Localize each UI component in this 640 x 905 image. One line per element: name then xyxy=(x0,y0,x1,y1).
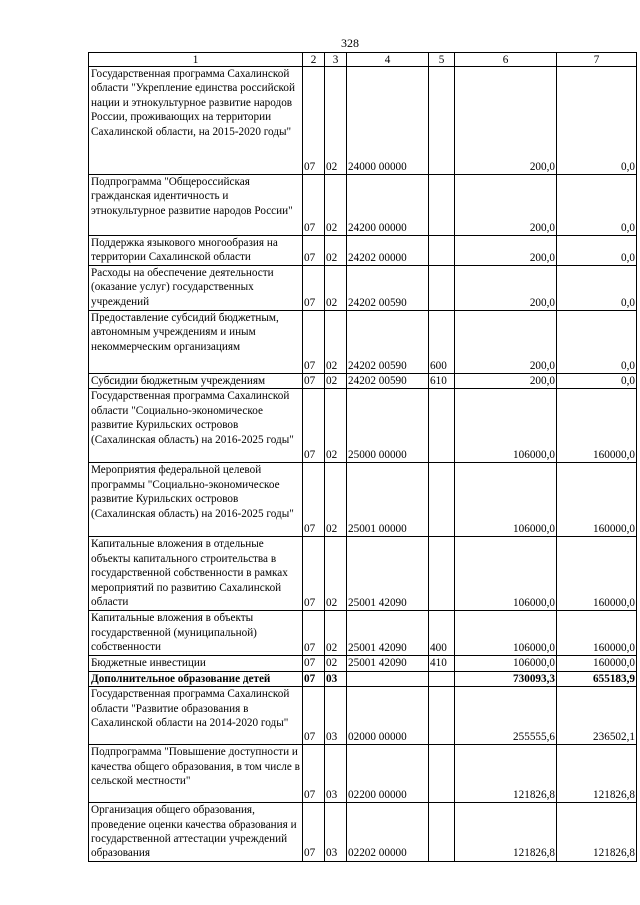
row-name-cell: Организация общего образования, проведение оценки качества образования и государственной аттестации учреждений образования xyxy=(89,803,303,862)
table-row xyxy=(89,374,637,389)
expense-type-cell xyxy=(429,266,455,311)
chapter-code-cell: 07 xyxy=(303,537,325,611)
table-row xyxy=(89,803,637,862)
amount-year2-cell: 121826,8 xyxy=(557,803,637,862)
row-name-cell: Расходы на обеспечение деятельности (оказание услуг) государственных учреждений xyxy=(89,266,303,311)
subsection-code-cell: 02 xyxy=(325,537,347,611)
subsection-code-cell: 02 xyxy=(325,611,347,656)
expense-type-cell xyxy=(429,745,455,803)
amount-year1-cell: 106000,0 xyxy=(455,656,557,671)
subsection-code-cell: 02 xyxy=(325,175,347,236)
chapter-code-cell: 07 xyxy=(303,656,325,671)
amount-year2-cell: 160000,0 xyxy=(557,389,637,463)
expense-type-cell xyxy=(429,67,455,175)
amount-year1-cell: 200,0 xyxy=(455,266,557,311)
amount-year2-cell: 0,0 xyxy=(557,266,637,311)
subsection-code-cell: 02 xyxy=(325,67,347,175)
chapter-code-cell: 07 xyxy=(303,311,325,374)
row-name-cell: Бюджетные инвестиции xyxy=(89,656,303,671)
chapter-code-cell: 07 xyxy=(303,803,325,862)
expense-type-cell xyxy=(429,537,455,611)
target-article-cell: 02200 00000 xyxy=(347,745,429,803)
row-name-cell: Государственная программа Сахалинской области "Укрепление единства российской нации и этнокультурное развитие народов России, проживающих на территории Сахалинской области, на 2015-2020 годы" xyxy=(89,67,303,175)
header-cell: 3 xyxy=(325,53,347,67)
amount-year1-cell: 121826,8 xyxy=(455,803,557,862)
chapter-code-cell: 07 xyxy=(303,463,325,537)
row-name-cell: Поддержка языкового многообразия на территории Сахалинской области xyxy=(89,236,303,266)
target-article-cell: 25001 42090 xyxy=(347,656,429,671)
table-row xyxy=(89,311,637,374)
subsection-code-cell: 02 xyxy=(325,266,347,311)
chapter-code-cell: 07 xyxy=(303,67,325,175)
target-article-cell: 25000 00000 xyxy=(347,389,429,463)
header-cell: 7 xyxy=(557,53,637,67)
chapter-code-cell: 07 xyxy=(303,266,325,311)
amount-year1-cell: 200,0 xyxy=(455,374,557,389)
amount-year2-cell: 0,0 xyxy=(557,374,637,389)
target-article-cell: 24200 00000 xyxy=(347,175,429,236)
expense-type-cell xyxy=(429,463,455,537)
row-name-cell: Капитальные вложения в объекты государственной (муниципальной) собственности xyxy=(89,611,303,656)
amount-year2-cell: 160000,0 xyxy=(557,537,637,611)
target-article-cell: 02000 00000 xyxy=(347,687,429,745)
budget-table xyxy=(88,52,637,862)
page-number: 328 xyxy=(341,36,359,50)
amount-year1-cell: 255555,6 xyxy=(455,687,557,745)
chapter-code-cell: 07 xyxy=(303,236,325,266)
target-article-cell: 24202 00590 xyxy=(347,266,429,311)
chapter-code-cell: 07 xyxy=(303,374,325,389)
target-article-cell: 25001 42090 xyxy=(347,537,429,611)
table-header-row xyxy=(89,53,637,67)
amount-year2-cell: 121826,8 xyxy=(557,745,637,803)
amount-year1-cell: 106000,0 xyxy=(455,389,557,463)
subsection-code-cell: 02 xyxy=(325,656,347,671)
amount-year1-cell: 106000,0 xyxy=(455,611,557,656)
chapter-code-cell: 07 xyxy=(303,745,325,803)
amount-year2-cell: 0,0 xyxy=(557,236,637,266)
subsection-code-cell: 02 xyxy=(325,236,347,266)
table-row xyxy=(89,67,637,175)
amount-year1-cell: 200,0 xyxy=(455,175,557,236)
table-row xyxy=(89,745,637,803)
amount-year1-cell: 200,0 xyxy=(455,67,557,175)
row-name-cell: Подпрограмма "Повышение доступности и качества общего образования, в том числе в сельской местности" xyxy=(89,745,303,803)
expense-type-cell xyxy=(429,687,455,745)
chapter-code-cell: 07 xyxy=(303,671,325,686)
target-article-cell xyxy=(347,671,429,686)
chapter-code-cell: 07 xyxy=(303,389,325,463)
amount-year1-cell: 106000,0 xyxy=(455,463,557,537)
row-name-cell: Дополнительное образование детей xyxy=(89,671,303,686)
row-name-cell: Мероприятия федеральной целевой программы "Социально-экономическое развитие Курильских островов (Сахалинская область) на 2016-2025 годы" xyxy=(89,463,303,537)
expense-type-cell xyxy=(429,671,455,686)
chapter-code-cell: 07 xyxy=(303,687,325,745)
expense-type-cell: 400 xyxy=(429,611,455,656)
expense-type-cell xyxy=(429,803,455,862)
row-name-cell: Подпрограмма "Общероссийская гражданская идентичность и этнокультурное развитие народов России" xyxy=(89,175,303,236)
amount-year2-cell: 0,0 xyxy=(557,175,637,236)
target-article-cell: 02202 00000 xyxy=(347,803,429,862)
target-article-cell: 24202 00590 xyxy=(347,311,429,374)
subsection-code-cell: 03 xyxy=(325,745,347,803)
subsection-code-cell: 03 xyxy=(325,687,347,745)
expense-type-cell xyxy=(429,236,455,266)
header-cell: 2 xyxy=(303,53,325,67)
amount-year1-cell: 200,0 xyxy=(455,311,557,374)
expense-type-cell xyxy=(429,175,455,236)
chapter-code-cell: 07 xyxy=(303,611,325,656)
header-cell: 1 xyxy=(89,53,303,67)
expense-type-cell: 610 xyxy=(429,374,455,389)
table-row xyxy=(89,266,637,311)
amount-year1-cell: 200,0 xyxy=(455,236,557,266)
table-row xyxy=(89,611,637,656)
amount-year2-cell: 160000,0 xyxy=(557,463,637,537)
subsection-code-cell: 02 xyxy=(325,374,347,389)
amount-year2-cell: 160000,0 xyxy=(557,656,637,671)
table-row xyxy=(89,236,637,266)
table-row xyxy=(89,537,637,611)
amount-year2-cell: 160000,0 xyxy=(557,611,637,656)
subsection-code-cell: 03 xyxy=(325,671,347,686)
amount-year2-cell: 655183,9 xyxy=(557,671,637,686)
row-name-cell: Капитальные вложения в отдельные объекты капитального строительства в государственной собственности в рамках мероприятий по развитию Сахалинской области xyxy=(89,537,303,611)
target-article-cell: 24202 00000 xyxy=(347,236,429,266)
amount-year1-cell: 121826,8 xyxy=(455,745,557,803)
target-article-cell: 25001 42090 xyxy=(347,611,429,656)
table-row xyxy=(89,671,637,686)
subsection-code-cell: 02 xyxy=(325,389,347,463)
header-cell: 4 xyxy=(347,53,429,67)
subsection-code-cell: 03 xyxy=(325,803,347,862)
table-row xyxy=(89,656,637,671)
table-row xyxy=(89,463,637,537)
table-row xyxy=(89,175,637,236)
target-article-cell: 24000 00000 xyxy=(347,67,429,175)
target-article-cell: 24202 00590 xyxy=(347,374,429,389)
row-name-cell: Предоставление субсидий бюджетным, автономным учреждениям и иным некоммерческим организациям xyxy=(89,311,303,374)
row-name-cell: Государственная программа Сахалинской области "Развитие образования в Сахалинской области на 2014-2020 годы" xyxy=(89,687,303,745)
subsection-code-cell: 02 xyxy=(325,463,347,537)
row-name-cell: Государственная программа Сахалинской области "Социально-экономическое развитие Курильских островов (Сахалинская область) на 2016-2025 годы" xyxy=(89,389,303,463)
expense-type-cell xyxy=(429,389,455,463)
subsection-code-cell: 02 xyxy=(325,311,347,374)
header-cell: 6 xyxy=(455,53,557,67)
expense-type-cell: 410 xyxy=(429,656,455,671)
header-cell: 5 xyxy=(429,53,455,67)
table-row xyxy=(89,687,637,745)
expense-type-cell: 600 xyxy=(429,311,455,374)
table-row xyxy=(89,389,637,463)
amount-year2-cell: 236502,1 xyxy=(557,687,637,745)
row-name-cell: Субсидии бюджетным учреждениям xyxy=(89,374,303,389)
chapter-code-cell: 07 xyxy=(303,175,325,236)
amount-year1-cell: 106000,0 xyxy=(455,537,557,611)
amount-year1-cell: 730093,3 xyxy=(455,671,557,686)
amount-year2-cell: 0,0 xyxy=(557,311,637,374)
target-article-cell: 25001 00000 xyxy=(347,463,429,537)
amount-year2-cell: 0,0 xyxy=(557,67,637,175)
